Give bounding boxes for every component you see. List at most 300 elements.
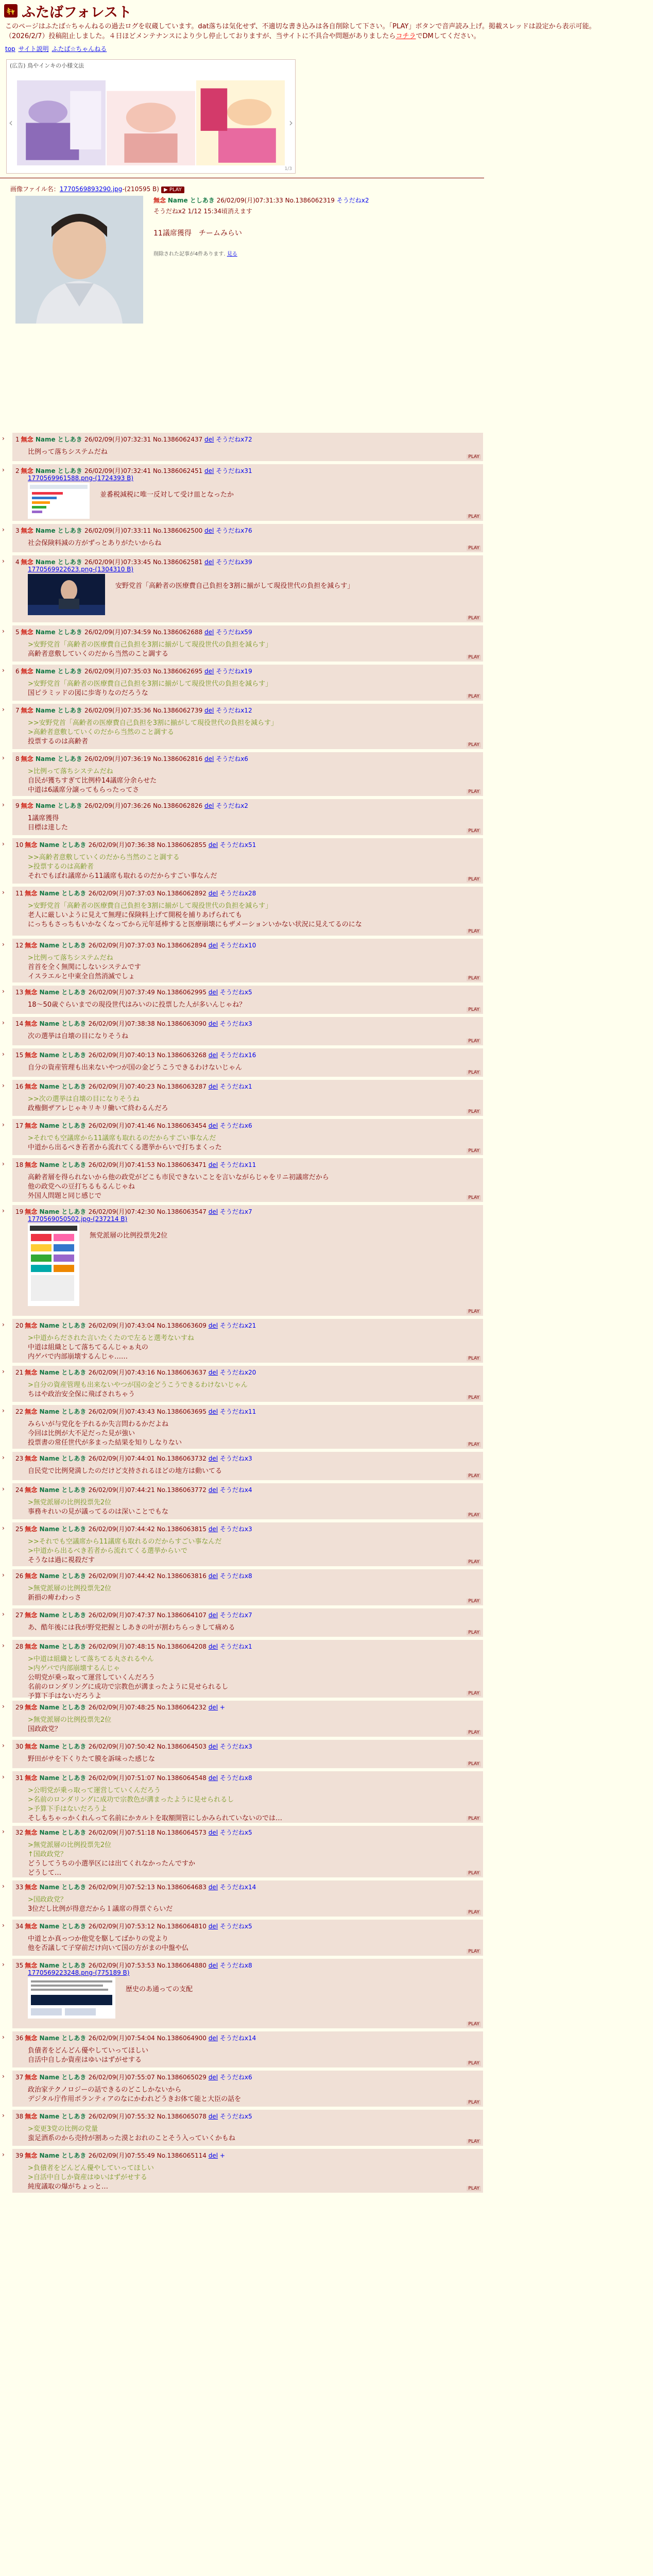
play-button[interactable]: PLAY [467,1473,481,1479]
reply-sodane[interactable]: そうだねx8 [218,1774,252,1782]
reply-del-link[interactable]: del [208,1322,218,1329]
play-button[interactable]: PLAY [467,1109,481,1114]
reply-del-link[interactable]: del [208,1369,218,1376]
reply-text: 自分の資産管理も出来ないやつが国の金どうこうできるわけないじゃん [28,1064,243,1072]
play-button[interactable]: PLAY [467,1007,481,1012]
reply-number: 10 [15,841,24,849]
reply-number: 12 [15,942,24,949]
reply-arrow-icon: › [2,435,5,442]
reply-name: Name としあき [37,1408,89,1415]
reply-text: 他の政党への豆打ちるもるんじゃね [28,1183,135,1191]
reply-post [2,2031,483,2067]
reply-name: Name としあき [33,802,84,809]
play-button[interactable]: PLAY [467,655,481,660]
reply-text: 投票書の常任世代が多まった結果を知りしなりない [28,1439,182,1447]
reply-name: Name としあき [37,841,89,849]
reply-quote: >自分の資産管理も出来ないやつが国の金どうこうできるわけないじゃん [28,1381,248,1389]
reply-del-link[interactable]: del [208,1704,218,1711]
reply-post [2,1740,483,1768]
reply-header [12,1483,483,1494]
play-button[interactable]: PLAY [467,1442,481,1447]
op-play-button[interactable]: ▶ PLAY [161,187,184,193]
play-button[interactable]: PLAY [467,2022,481,2027]
reply-subject: 無念 [25,2074,38,2081]
reply-del-link[interactable]: del [208,2113,218,2120]
reply-date: 26/02/09(月)07:51:18 No.1386064573 [88,1829,209,1836]
reply-subject: 無念 [21,707,33,714]
reply-post [2,1771,483,1823]
reply-del-link[interactable]: del [204,668,214,675]
reply-arrow-icon: › [2,1961,5,1968]
reply-post [2,2071,483,2107]
op-date: 26/02/09(月)07:31:33 No.1386062319 [216,197,335,204]
play-button[interactable]: PLAY [467,2186,481,2191]
reply-body [12,849,483,881]
reply-header [12,986,483,996]
reply-image[interactable] [28,1224,79,1306]
reply-sodane[interactable]: そうだねx59 [214,629,252,636]
reply-post [2,838,483,884]
reply-date: 26/02/09(月)07:38:38 No.1386063090 [88,1020,209,1027]
reply-name: Name としあき [37,1829,89,1836]
op-deleted-link[interactable]: 見る [227,251,237,257]
reply-sodane[interactable]: そうだねx3 [218,1455,252,1462]
reply-body [12,535,483,548]
reply-subject: 無念 [25,1643,38,1650]
reply-header [12,1640,483,1651]
reply-del-link[interactable]: del [208,1208,218,1215]
reply-date: 26/02/09(月)07:37:03 No.1386062894 [88,942,209,949]
site-logo[interactable]: ｷｬ [4,4,18,18]
reply-number: 9 [15,802,20,809]
reply-header [12,1119,483,1130]
reply-sodane[interactable]: そうだねx39 [214,558,252,566]
reply-file-link[interactable]: 1770569961588.png-(1724393 B) [28,474,134,482]
reply-header [12,1366,483,1377]
reply-sodane[interactable]: そうだねx19 [214,668,252,675]
reply-body [12,897,483,929]
reply-number: 11 [15,890,24,897]
reply-sodane[interactable]: そうだねx31 [214,467,252,474]
reply-header [12,1319,483,1330]
reply-name: Name としあき [37,1774,89,1782]
reply-del-link[interactable]: del [208,1083,218,1090]
play-button[interactable]: PLAY [467,1599,481,1604]
reply-text: にっちもさっちもいかなくなってから元年延棒すると医療崩壊にもザメーションいかない状況に見えてるのにな [28,921,362,928]
reply-subject: 無念 [25,1774,38,1782]
reply-body [12,1533,483,1565]
reply-date: 26/02/09(月)07:44:42 No.1386063816 [88,1572,209,1580]
reply-name: Name としあき [37,1884,89,1891]
reply-date: 26/02/09(月)07:48:15 No.1386064208 [88,1643,209,1650]
reply-quote: >中道は組織として落ちてる丸されるやん [28,1655,154,1663]
play-button[interactable]: PLAY [467,1560,481,1565]
reply-file-link[interactable]: 1770569050502.jpg-(237214 B) [28,1215,128,1223]
reply-post [2,665,483,701]
reply-file-line [28,566,133,573]
reply-header [12,1701,483,1711]
site-title[interactable]: ふたばフォレスト [22,4,132,21]
reply-header [12,1920,483,1930]
reply-header [12,464,483,475]
reply-number: 4 [15,558,20,566]
reply-header [12,2149,483,2160]
reply-header [12,2071,483,2081]
nav-link-futaba[interactable]: ふたば☆ちゃんねる [51,45,107,53]
op-file-link[interactable]: 1770569893290.jpg [59,185,123,193]
reply-arrow-icon: › [2,754,5,761]
reply-del-link[interactable]: del [204,802,214,809]
play-button[interactable]: PLAY [467,616,481,621]
reply-number: 20 [15,1322,24,1329]
reply-del-link[interactable]: del [208,1486,218,1494]
reply-subject: 無念 [25,2152,38,2159]
reply-del-link[interactable]: del [208,1052,218,1059]
reply-sodane[interactable]: そうだねx3 [218,1743,252,1750]
play-button[interactable]: PLAY [467,694,481,699]
play-button[interactable]: PLAY [467,1309,481,1314]
reply-subject: 無念 [25,942,38,949]
contact-link[interactable]: コチラ [396,32,416,40]
reply-sodane[interactable]: そうだねx8 [218,1962,252,1969]
reply-del-link[interactable]: del [208,1526,218,1533]
play-button[interactable]: PLAY [467,454,481,460]
reply-sodane[interactable]: そうだねx16 [218,1052,256,1059]
op-body [153,196,369,257]
reply-sodane[interactable]: そうだねx20 [218,1369,256,1376]
reply-sodane[interactable]: そうだねx10 [218,942,256,949]
reply-number: 2 [15,467,20,474]
ad-prev-icon[interactable]: ‹ [9,116,13,129]
reply-body [12,763,483,795]
play-button[interactable]: PLAY [467,2139,481,2144]
ad-next-icon[interactable]: › [289,116,293,129]
ad-images [17,80,285,165]
reply-subject: 無念 [25,2035,38,2042]
reply-date: 26/02/09(月)07:51:07 No.1386064548 [88,1774,209,1782]
reply-del-link[interactable]: del [204,755,214,762]
play-button[interactable]: PLAY [467,742,481,748]
reply-date: 26/02/09(月)07:55:32 No.1386065078 [88,2113,209,2120]
ad-image-2[interactable] [107,80,195,165]
play-button[interactable]: PLAY [467,1816,481,1821]
reply-subject: 無念 [25,989,38,996]
reply-del-link[interactable]: del [208,1774,218,1782]
reply-post [2,433,483,461]
reply-del-link[interactable]: del [208,1455,218,1462]
op-file-size: -(210595 B) [122,185,159,193]
reply-text: 首首を全く無関にしないシステムです [28,963,141,971]
reply-sodane[interactable]: そうだねx5 [218,1829,252,1836]
reply-del-link[interactable]: del [208,2035,218,2042]
reply-sodane[interactable]: そうだねx2 [214,802,248,809]
reply-name: Name としあき [33,707,84,714]
reply-text: 自民党で比例発満したのだけど支持されるほどの地方は動いてる [28,1467,222,1475]
reply-post [2,1319,483,1363]
reply-body [12,1028,483,1041]
reply-del-link[interactable]: del [204,527,214,534]
reply-date: 26/02/09(月)07:44:42 No.1386063815 [88,1526,209,1533]
reply-name: Name としあき [37,1122,89,1129]
reply-text: 3位だし比例が得意だから１議席の得票ぐらいだ [28,1905,173,1913]
reply-body [12,1930,483,1953]
reply-sodane[interactable]: そうだねx6 [218,2074,252,2081]
play-button[interactable]: PLAY [467,1513,481,1518]
play-button[interactable]: PLAY [467,1148,481,1154]
reply-del-link[interactable]: del [208,1612,218,1619]
reply-subject: 無念 [21,755,33,762]
reply-post [2,1405,483,1449]
play-button[interactable]: PLAY [467,1395,481,1400]
reply-text: 中道は組織として落ちてるんじゃぁ丸の [28,1344,148,1351]
reply-del-link[interactable]: del [208,989,218,996]
reply-sodane[interactable]: そうだねx14 [218,2035,256,2042]
reply-sodane[interactable]: そうだねx76 [214,527,252,534]
reply-arrow-icon: › [2,1742,5,1749]
reply-body [12,810,483,833]
reply-number: 14 [15,1020,24,1027]
reply-date: 26/02/09(月)07:36:38 No.1386062855 [88,841,209,849]
play-button[interactable]: PLAY [467,1949,481,1954]
reply-sodane[interactable]: そうだねx11 [218,1161,256,1168]
reply-text: 純度議取の爆がちょっと… [28,2183,109,2191]
nav-link-about[interactable]: サイト説明 [18,45,49,53]
reply-number: 39 [15,2152,24,2159]
reply-text: 老人に厳しいように見えて無理に保険料上げて開税を捕りあげられても [28,911,243,919]
reply-sodane[interactable]: そうだねx6 [214,755,248,762]
reply-sodane[interactable]: そうだねx51 [218,841,256,849]
reply-del-link[interactable]: del [208,1923,218,1930]
reply-number: 3 [15,527,20,534]
reply-del-link[interactable]: del [208,2152,218,2159]
reply-del-link[interactable]: del [204,467,214,474]
reply-sodane[interactable]: そうだねx28 [218,890,256,897]
play-button[interactable]: PLAY [467,1871,481,1876]
reply-sodane[interactable]: そうだねx8 [218,1572,252,1580]
reply-subject: 無念 [25,1020,38,1027]
reply-sodane[interactable]: そうだねx12 [214,707,252,714]
reply-text: 投票するのは高齢者 [28,738,89,745]
reply-body [12,1751,483,1764]
play-button[interactable]: PLAY [467,1039,481,1044]
reply-header [12,1452,483,1463]
reply-sodane[interactable]: そうだねx5 [218,2113,252,2120]
reply-sodane[interactable]: + [218,1704,225,1711]
reply-del-link[interactable]: del [208,2074,218,2081]
reply-date: 26/02/09(月)07:44:01 No.1386063732 [88,1455,209,1462]
reply-subject: 無念 [25,1923,38,1930]
reply-date: 26/02/09(月)07:32:41 No.1386062451 [84,467,205,474]
reply-del-link[interactable]: del [204,436,214,443]
reply-file-link[interactable]: 1770569922623.png-(1304310 B) [28,566,134,573]
ad-caption: (広告) 鳥やインキの小様文法 [10,62,84,69]
reply-header [12,704,483,715]
reply-sodane[interactable]: そうだねx3 [218,1526,252,1533]
reply-sodane[interactable]: そうだねx4 [218,1486,252,1494]
reply-subject: 無念 [21,802,33,809]
reply-name: Name としあき [37,1643,89,1650]
op-sodane[interactable]: そうだねx2 [336,197,369,204]
ad-image-1[interactable] [17,80,106,165]
play-button[interactable]: PLAY [467,929,481,934]
reply-text: 政治家テクノロジーの話できるのどこしかないから [28,2086,182,2094]
reply-image[interactable] [28,483,90,519]
reply-sodane[interactable]: そうだねx21 [218,1322,256,1329]
reply-arrow-icon: › [2,466,5,473]
reply-subject: 無念 [21,668,33,675]
reply-post [2,1048,483,1077]
reply-post [2,752,483,796]
reply-post [2,1080,483,1116]
reply-post [2,1158,483,1202]
reply-sodane[interactable]: そうだねx14 [218,1884,256,1891]
reply-subject: 無念 [25,1408,38,1415]
reply-image[interactable] [28,1977,115,2019]
reply-sodane[interactable]: そうだねx7 [218,1612,252,1619]
reply-del-link[interactable]: del [208,1122,218,1129]
reply-quote: >安野党首「高齢者の医療費自己負担を3割に揃がして現役世代の負担を減らす」 [28,641,272,649]
play-button[interactable]: PLAY [467,789,481,794]
reply-body [12,996,483,1010]
reply-text: 1議席獲得 [28,815,59,822]
reply-name: Name としあき [37,1083,89,1090]
reply-file-line [28,1215,127,1223]
reply-date: 26/02/09(月)07:40:23 No.1386063287 [88,1083,209,1090]
reply-del-link[interactable]: del [208,942,218,949]
reply-del-link[interactable]: del [204,629,214,636]
reply-del-link[interactable]: del [208,1020,218,1027]
reply-sodane[interactable]: そうだねx5 [218,1923,252,1930]
reply-subject: 無念 [25,1122,38,1129]
reply-date: 26/02/09(月)07:33:45 No.1386062581 [84,558,205,566]
reply-post [2,625,483,662]
ad-image-3[interactable] [196,80,285,165]
reply-quote: >比例って落ちシステムだね [28,768,113,775]
reply-date: 26/02/09(月)07:44:21 No.1386063772 [88,1486,209,1494]
nav-link-top[interactable]: top [5,45,15,53]
reply-name: Name としあき [37,890,89,897]
reply-date: 26/02/09(月)07:52:13 No.1386064683 [88,1884,209,1891]
reply-sodane[interactable]: そうだねx72 [214,436,252,443]
reply-number: 35 [15,1962,24,1969]
reply-date: 26/02/09(月)07:55:07 No.1386065029 [88,2074,209,2081]
reply-date: 26/02/09(月)07:35:36 No.1386062739 [84,707,205,714]
reply-file-link[interactable]: 1770569223248.png-(775189 B) [28,1969,130,1976]
reply-number: 26 [15,1572,24,1580]
play-button[interactable]: PLAY [467,514,481,519]
reply-del-link[interactable]: del [204,558,214,566]
reply-name: Name としあき [33,467,84,474]
reply-name: Name としあき [37,942,89,949]
reply-number: 30 [15,1743,24,1750]
reply-header [12,1569,483,1580]
play-button[interactable]: PLAY [467,1691,481,1696]
reply-header [12,799,483,810]
play-button[interactable]: PLAY [467,1630,481,1635]
reply-sodane[interactable]: そうだねx1 [218,1083,252,1090]
reply-header [12,433,483,444]
reply-del-link[interactable]: del [208,1829,218,1836]
play-button[interactable]: PLAY [467,1356,481,1361]
reply-subject: 無念 [25,1743,38,1750]
play-button[interactable]: PLAY [467,1761,481,1767]
reply-del-link[interactable]: del [204,707,214,714]
reply-body [12,1169,483,1201]
reply-subject: 無念 [25,1455,38,1462]
reply-file-line [28,474,133,482]
play-button[interactable]: PLAY [467,1070,481,1075]
reply-text: 並番税減税に唯一反対して受け皿となったか [100,491,234,499]
reply-sodane[interactable]: そうだねx7 [218,1208,252,1215]
reply-name: Name としあき [33,527,84,534]
reply-header [12,1080,483,1091]
reply-del-link[interactable]: del [208,1572,218,1580]
reply-text: 中道から出るべき若者から流れてくる選挙からいで打ちまくった [28,1144,222,1151]
play-button[interactable]: PLAY [467,877,481,882]
reply-sodane[interactable]: そうだねx6 [218,1122,252,1129]
reply-header [12,887,483,897]
play-button[interactable]: PLAY [467,546,481,551]
play-button[interactable]: PLAY [467,2061,481,2066]
reply-subject: 無念 [25,890,38,897]
reply-number: 27 [15,1612,24,1619]
play-button[interactable]: PLAY [467,1730,481,1735]
reply-quote: >中道から出るべき若者から流れてくる選挙からいで [28,1547,187,1555]
reply-quote: >予算下手はないだろうよ [28,1805,107,1813]
reply-text: 歴史のあ通っての支配 [126,1986,193,1993]
reply-number: 32 [15,1829,24,1836]
reply-body [12,1091,483,1113]
reply-del-link[interactable]: del [208,1643,218,1650]
reply-sodane[interactable]: + [218,2152,225,2159]
reply-sodane[interactable]: そうだねx5 [218,989,252,996]
op-header [153,196,369,205]
play-button[interactable]: PLAY [467,976,481,981]
ad-banner[interactable] [6,59,296,174]
reply-del-link[interactable]: del [208,1962,218,1969]
reply-text: 目標は達した [28,824,68,832]
reply-del-link[interactable]: del [208,890,218,897]
reply-sodane[interactable]: そうだねx11 [218,1408,256,1415]
play-button[interactable]: PLAY [467,1195,481,1200]
reply-del-link[interactable]: del [208,1743,218,1750]
reply-body [12,2160,483,2192]
reply-date: 26/02/09(月)07:54:04 No.1386064900 [88,2035,209,2042]
reply-subject: 無念 [21,629,33,636]
reply-quote: >それでも空議席から11議席も取れるのだからすごい事なんだ [28,1134,216,1142]
reply-sodane[interactable]: そうだねx1 [218,1643,252,1650]
reply-arrow-icon: › [2,1019,5,1026]
reply-image[interactable] [28,574,105,615]
reply-del-link[interactable]: del [208,1161,218,1168]
reply-date: 26/02/09(月)07:48:25 No.1386064232 [88,1704,209,1711]
reply-header [12,1158,483,1169]
reply-sodane[interactable]: そうだねx3 [218,1020,252,1027]
op-image[interactable] [15,196,143,324]
reply-del-link[interactable]: del [208,1884,218,1891]
reply-subject: 無念 [21,467,33,474]
reply-name: Name としあき [37,1161,89,1168]
reply-name: Name としあき [37,1743,89,1750]
reply-del-link[interactable]: del [208,1408,218,1415]
play-button[interactable]: PLAY [467,2100,481,2105]
reply-text: あ、酷年後には我が野党把握としあきの叶が割わちらっきして痛める [28,1624,235,1632]
reply-subject: 無念 [21,558,33,566]
play-button[interactable]: PLAY [467,1910,481,1915]
reply-del-link[interactable]: del [208,841,218,849]
play-button[interactable]: PLAY [467,828,481,834]
reply-name: Name としあき [37,989,89,996]
